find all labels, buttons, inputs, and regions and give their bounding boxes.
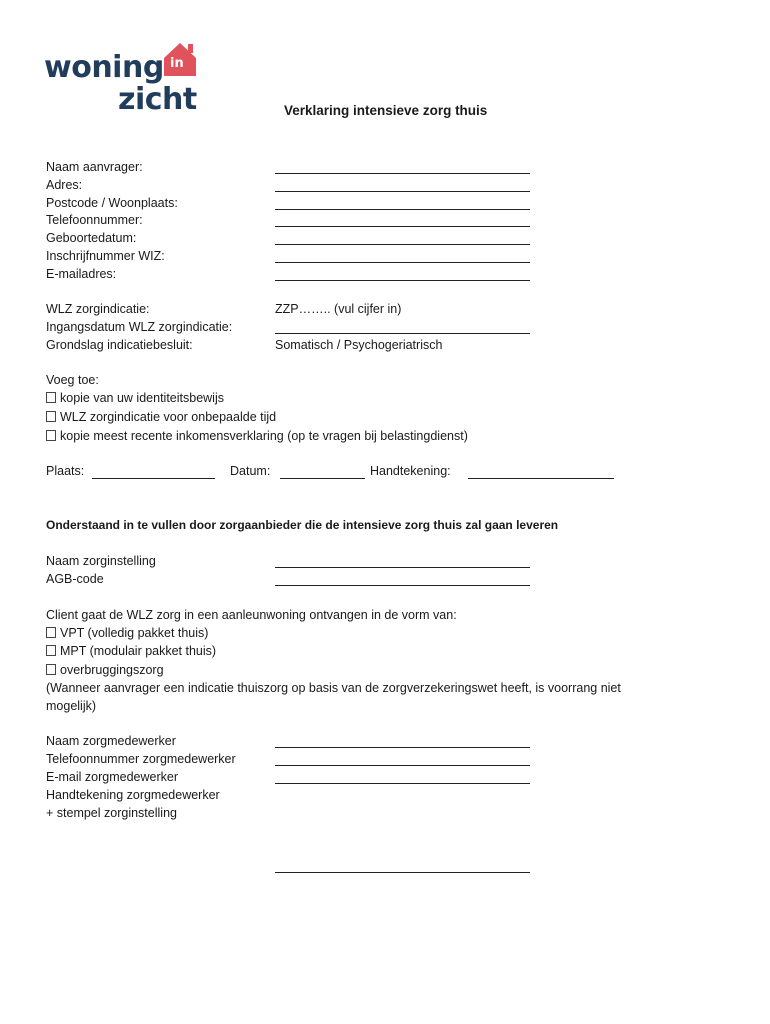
provider-heading: Onderstaand in te vullen door zorgaanbieder die de intensieve zorg thuis zal gaan leveren: [46, 518, 559, 532]
field-label: E-mail zorgmedewerker: [46, 770, 178, 784]
checkbox[interactable]: [46, 430, 56, 441]
fill-line-postcode[interactable]: [275, 209, 530, 210]
fill-line-naam[interactable]: [275, 173, 530, 174]
attach-item[interactable]: [46, 389, 224, 407]
stamp-label: + stempel zorginstelling: [46, 806, 177, 820]
checkbox[interactable]: [46, 627, 56, 638]
logo-badge: in: [170, 56, 184, 71]
field-label: Inschrijfnummer WIZ:: [46, 249, 165, 263]
field-label: Postcode / Woonplaats:: [46, 196, 178, 210]
field-label: AGB-code: [46, 572, 104, 586]
basis-value[interactable]: Somatisch / Psychogeriatrisch: [275, 338, 443, 352]
date-label: Datum:: [230, 464, 271, 478]
option-item[interactable]: [46, 661, 164, 679]
wlz-label: WLZ zorgindicatie:: [46, 302, 150, 316]
field-label: E-mailadres:: [46, 267, 117, 281]
fill-line-handtekening-medewerker[interactable]: [275, 872, 530, 873]
fill-line-email-medewerker[interactable]: [275, 783, 530, 784]
attach-heading: Voeg toe:: [46, 373, 99, 387]
fill-line-agb[interactable]: [275, 585, 530, 586]
field-label: Geboortedatum:: [46, 231, 137, 245]
option-item[interactable]: [46, 642, 216, 660]
option-label: VPT (volledig pakket thuis): [60, 626, 209, 640]
fill-line-zorgmedewerker[interactable]: [275, 747, 530, 748]
option-item[interactable]: [46, 624, 208, 642]
fill-line-plaats[interactable]: [92, 478, 215, 479]
fill-line-ingangsdatum[interactable]: [275, 333, 530, 334]
field-label: Naam zorginstelling: [46, 554, 156, 568]
field-label: Telefoonnummer zorgmedewerker: [46, 752, 236, 766]
logo: [44, 40, 214, 122]
form-intro: Client gaat de WLZ zorg in een aanleunwoning ontvangen in de vorm van:: [46, 608, 457, 622]
fill-line-zorginstelling[interactable]: [275, 567, 530, 568]
attach-item[interactable]: [46, 427, 468, 445]
fill-line-telefoon-medewerker[interactable]: [275, 765, 530, 766]
field-label: Telefoonnummer:: [46, 213, 143, 227]
logo-word-woning: woning: [44, 50, 164, 85]
signature-label: Handtekening:: [370, 464, 451, 478]
fill-line-handtekening[interactable]: [468, 478, 614, 479]
checkbox[interactable]: [46, 645, 56, 656]
fill-line-geboortedatum[interactable]: [275, 244, 530, 245]
option-label: overbruggingszorg: [60, 663, 164, 677]
fill-line-inschrijfnummer[interactable]: [275, 262, 530, 263]
start-date-label: Ingangsdatum WLZ zorgindicatie:: [46, 320, 233, 334]
fill-line-adres[interactable]: [275, 191, 530, 192]
place-label: Plaats:: [46, 464, 85, 478]
checkbox[interactable]: [46, 664, 56, 675]
field-label: Adres:: [46, 178, 83, 192]
field-label: Naam aanvrager:: [46, 160, 143, 174]
fill-line-email[interactable]: [275, 280, 530, 281]
field-label: Naam zorgmedewerker: [46, 734, 176, 748]
attach-item[interactable]: [46, 408, 276, 426]
page-title: Verklaring intensieve zorg thuis: [284, 103, 488, 118]
attach-item-label: kopie meest recente inkomensverklaring (op te vragen bij belastingdienst): [60, 429, 468, 443]
field-label: Handtekening zorgmedewerker: [46, 788, 220, 802]
attach-item-label: kopie van uw identiteitsbewijs: [60, 391, 224, 405]
checkbox[interactable]: [46, 392, 56, 403]
note: (Wanneer aanvrager een indicatie thuiszorg op basis van de zorgverzekeringswet heeft, is voorrang niet: [46, 681, 621, 695]
wlz-value[interactable]: ZZP…….. (vul cijfer in): [275, 302, 402, 316]
checkbox[interactable]: [46, 411, 56, 422]
fill-line-datum[interactable]: [280, 478, 365, 479]
fill-line-telefoon[interactable]: [275, 226, 530, 227]
logo-word-zicht: zicht: [118, 82, 197, 117]
basis-label: Grondslag indicatiebesluit:: [46, 338, 193, 352]
note-continued: mogelijk): [46, 699, 97, 713]
attach-item-label: WLZ zorgindicatie voor onbepaalde tijd: [60, 410, 277, 424]
option-label: MPT (modulair pakket thuis): [60, 644, 217, 658]
